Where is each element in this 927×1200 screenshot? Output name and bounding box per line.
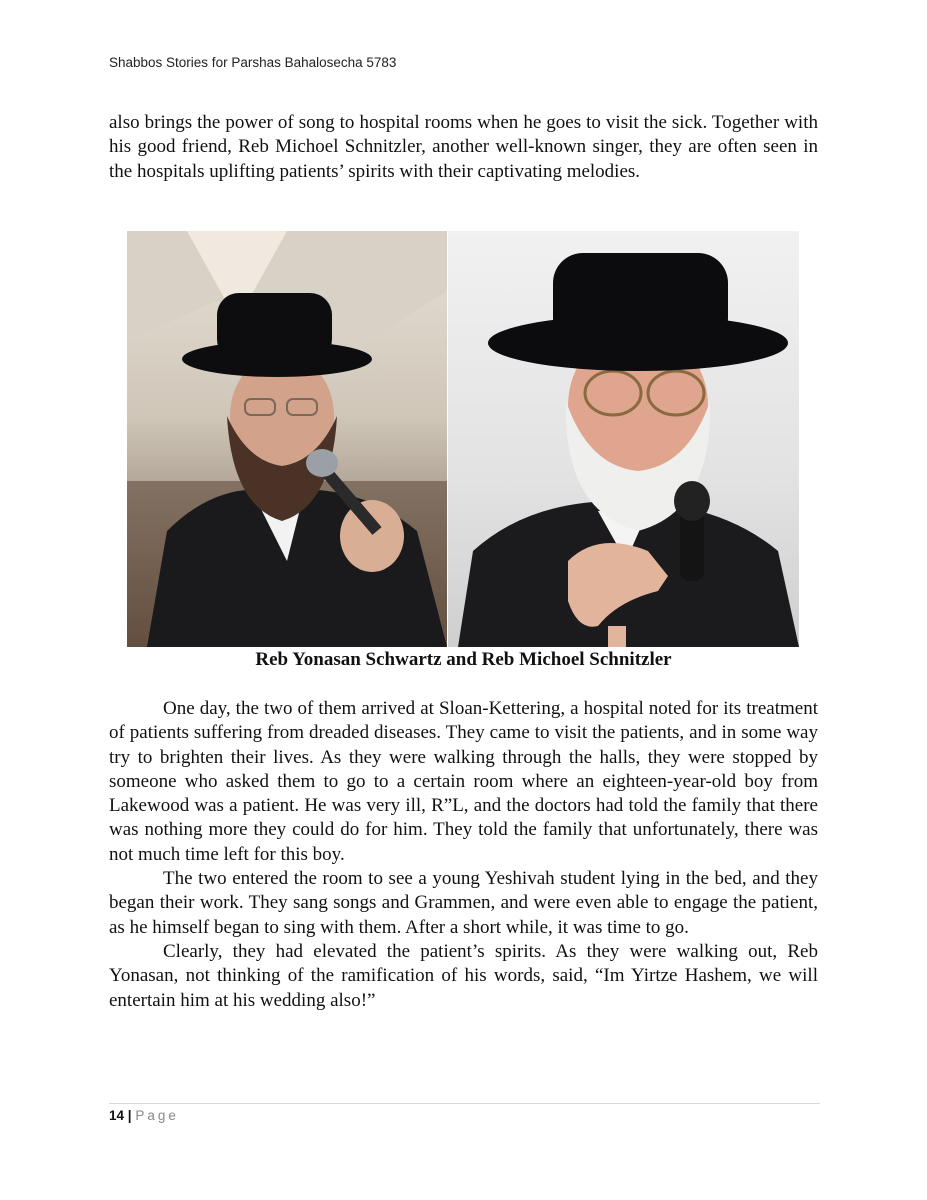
photo-collage: [127, 231, 799, 647]
story-paragraph-2: The two entered the room to see a young Yeshivah student lying in the bed, and they began their work. They sang songs and Grammen, and were even able to engage the patient, as he himself began to sing with them. After a short while, it was time to go.: [109, 868, 818, 938]
intro-paragraph: also brings the power of song to hospital rooms when he goes to visit the sick. Together with his good friend, Reb Michoel Schnitzler, another well-known singer, they are often seen in the hospitals uplifting patients’ spirits with their captivating melodies.: [109, 112, 818, 182]
photo-caption: Reb Yonasan Schwartz and Reb Michoel Schnitzler: [255, 649, 672, 670]
story-paragraph-3: Clearly, they had elevated the patient’s spirits. As they were walking out, Reb Yonasan, not thinking of the ramification of his words, said, “Im Yirtze Hashem, we will entertain him at his wedding also!”: [109, 940, 818, 1011]
story-paragraph-1: One day, the two of them arrived at Sloan-Kettering, a hospital noted for its treatment of patients suffering from dreaded diseases. They came to visit the patients, and in some way try to brighten their lives. As they were walking through the halls, they were stopped by someone who asked them to go to a certain room where an eighteen-year-old boy from Lakewood was a patient. He was very ill, R”L, and the doctors had told the family that there was nothing more they could do for him. They told the family that unfortunately, there was not much time left for this boy.: [109, 698, 818, 865]
footer-separator: |: [127, 1108, 132, 1123]
photo-left: [127, 231, 447, 647]
photo-left-illustration: [127, 231, 447, 647]
page-header: Shabbos Stories for Parshas Bahalosecha 5783: [109, 55, 397, 70]
photo-right-illustration: [448, 231, 799, 647]
page-number: 14: [109, 1108, 125, 1123]
photo-right: [448, 231, 799, 647]
page-label: Page: [135, 1108, 179, 1123]
page-footer: [109, 1108, 179, 1123]
footer-divider: [109, 1103, 820, 1104]
story-text: [109, 697, 818, 1013]
